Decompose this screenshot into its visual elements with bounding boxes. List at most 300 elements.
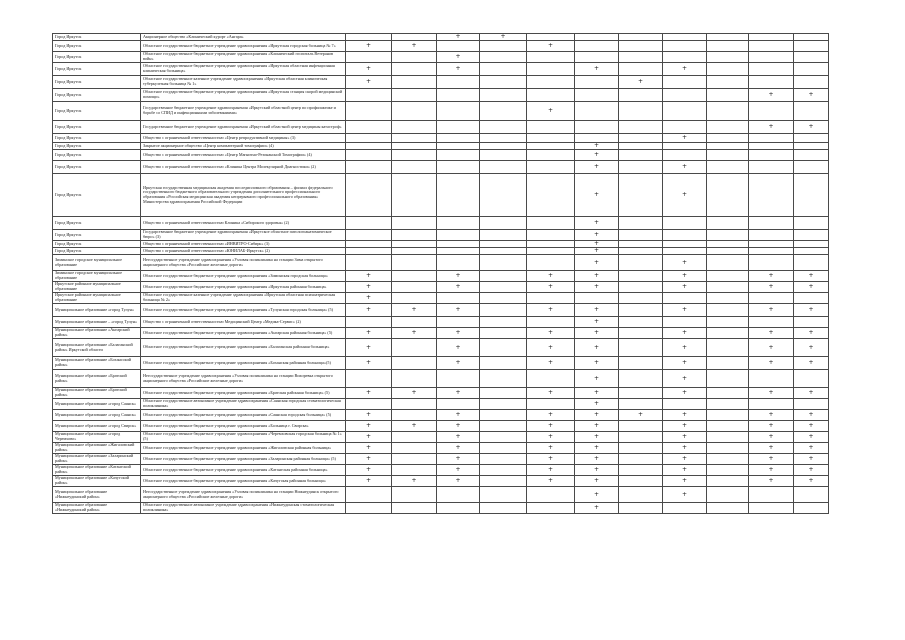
municipality-cell: Город Иркутск bbox=[53, 161, 141, 174]
empty-cell bbox=[575, 102, 619, 121]
plus-mark-cell: + bbox=[527, 41, 575, 52]
empty-cell bbox=[480, 503, 527, 514]
plus-mark-cell: + bbox=[392, 388, 437, 399]
organization-cell: Областное государственное бюджетное учреждение здравоохранения «Иркутская областная инфекционная клиническая больница» bbox=[141, 63, 346, 76]
plus-mark-cell: + bbox=[575, 465, 619, 476]
plus-mark-cell: + bbox=[575, 357, 619, 370]
empty-cell bbox=[707, 317, 749, 328]
plus-mark-cell: + bbox=[663, 410, 707, 421]
municipality-cell: Муниципальное образование «Братский район» bbox=[53, 388, 141, 399]
plus-mark-cell: + bbox=[527, 388, 575, 399]
plus-mark-cell: + bbox=[794, 89, 829, 102]
empty-cell bbox=[346, 52, 392, 63]
empty-cell bbox=[480, 41, 527, 52]
plus-mark-cell: + bbox=[663, 370, 707, 388]
municipality-cell: Муниципальное образование «город Саянск» bbox=[53, 399, 141, 410]
plus-mark-cell: + bbox=[749, 121, 794, 134]
empty-cell bbox=[794, 174, 829, 217]
plus-mark-cell: + bbox=[346, 454, 392, 465]
empty-cell bbox=[749, 34, 794, 41]
organization-cell: Государственное бюджетное учреждение здравоохранения «Иркутское областное патологоанатомическое бюро» (3) bbox=[141, 230, 346, 241]
plus-mark-cell: + bbox=[663, 465, 707, 476]
organization-cell: Государственное бюджетное учреждение здравоохранения «Иркутский областной центр медицины катастроф» bbox=[141, 121, 346, 134]
table-row bbox=[53, 503, 829, 514]
plus-mark-cell: + bbox=[794, 328, 829, 339]
empty-cell bbox=[707, 89, 749, 102]
empty-cell bbox=[575, 134, 619, 143]
plus-mark-cell: + bbox=[794, 476, 829, 487]
empty-cell bbox=[749, 52, 794, 63]
organization-cell: Областное государственное бюджетное учреждение здравоохранения «Иркутская городская больница № 7» bbox=[141, 41, 346, 52]
table-row bbox=[53, 102, 829, 121]
plus-mark-cell: + bbox=[794, 410, 829, 421]
municipality-cell: Город Иркутск bbox=[53, 248, 141, 255]
municipality-cell: Муниципальное образование – «город Тулун» bbox=[53, 317, 141, 328]
empty-cell bbox=[707, 150, 749, 161]
plus-mark-cell: + bbox=[663, 454, 707, 465]
empty-cell bbox=[480, 317, 527, 328]
plus-mark-cell: + bbox=[749, 410, 794, 421]
empty-cell bbox=[749, 161, 794, 174]
register-document bbox=[52, 33, 828, 514]
plus-mark-cell: + bbox=[794, 443, 829, 454]
plus-mark-cell: + bbox=[794, 339, 829, 357]
plus-mark-cell: + bbox=[527, 465, 575, 476]
empty-cell bbox=[707, 293, 749, 304]
empty-cell bbox=[707, 102, 749, 121]
plus-mark-cell: + bbox=[794, 304, 829, 317]
plus-mark-cell: + bbox=[663, 271, 707, 282]
plus-mark-cell: + bbox=[392, 476, 437, 487]
empty-cell bbox=[480, 421, 527, 432]
plus-mark-cell: + bbox=[663, 432, 707, 443]
empty-cell bbox=[707, 370, 749, 388]
empty-cell bbox=[707, 432, 749, 443]
empty-cell bbox=[707, 63, 749, 76]
empty-cell bbox=[794, 317, 829, 328]
municipality-cell: Муниципальное образование «город Черемхово» bbox=[53, 432, 141, 443]
empty-cell bbox=[346, 487, 392, 503]
plus-mark-cell: + bbox=[575, 217, 619, 230]
plus-mark-cell: + bbox=[346, 476, 392, 487]
empty-cell bbox=[749, 241, 794, 248]
empty-cell bbox=[794, 255, 829, 271]
table-row bbox=[53, 174, 829, 217]
empty-cell bbox=[480, 370, 527, 388]
empty-cell bbox=[480, 150, 527, 161]
plus-mark-cell: + bbox=[437, 410, 480, 421]
empty-cell bbox=[480, 241, 527, 248]
plus-mark-cell: + bbox=[437, 388, 480, 399]
empty-cell bbox=[707, 487, 749, 503]
empty-cell bbox=[794, 34, 829, 41]
plus-mark-cell: + bbox=[346, 388, 392, 399]
empty-cell bbox=[392, 410, 437, 421]
plus-mark-cell: + bbox=[527, 357, 575, 370]
empty-cell bbox=[707, 230, 749, 241]
empty-cell bbox=[527, 143, 575, 150]
empty-cell bbox=[346, 370, 392, 388]
empty-cell bbox=[663, 217, 707, 230]
municipality-cell: Муниципальное образование «Нижнеудинский район» bbox=[53, 487, 141, 503]
empty-cell bbox=[437, 317, 480, 328]
empty-cell bbox=[619, 134, 663, 143]
empty-cell bbox=[480, 454, 527, 465]
empty-cell bbox=[619, 217, 663, 230]
organization-cell: Областное государственное бюджетное учреждение здравоохранения «Качугская районная больница» bbox=[141, 476, 346, 487]
plus-mark-cell: + bbox=[663, 339, 707, 357]
organization-cell: Общество с ограниченной ответственностью «Центр репродуктивной медицины» (3) bbox=[141, 134, 346, 143]
empty-cell bbox=[527, 121, 575, 134]
table-row bbox=[53, 89, 829, 102]
empty-cell bbox=[527, 161, 575, 174]
empty-cell bbox=[480, 121, 527, 134]
municipality-cell: Муниципальное образование «Катангский район» bbox=[53, 465, 141, 476]
empty-cell bbox=[663, 241, 707, 248]
empty-cell bbox=[480, 357, 527, 370]
organization-cell: Областное государственное бюджетное учреждение здравоохранения «Клинический госпиталь Ветеранов войн» bbox=[141, 52, 346, 63]
organization-cell: Областное государственное бюджетное учреждение здравоохранения «Зиминская городская больница» bbox=[141, 271, 346, 282]
plus-mark-cell: + bbox=[575, 174, 619, 217]
empty-cell bbox=[749, 255, 794, 271]
empty-cell bbox=[527, 52, 575, 63]
empty-cell bbox=[437, 150, 480, 161]
plus-mark-cell: + bbox=[527, 421, 575, 432]
plus-mark-cell: + bbox=[749, 304, 794, 317]
empty-cell bbox=[437, 89, 480, 102]
table-row bbox=[53, 255, 829, 271]
plus-mark-cell: + bbox=[437, 465, 480, 476]
plus-mark-cell: + bbox=[346, 304, 392, 317]
empty-cell bbox=[480, 487, 527, 503]
empty-cell bbox=[527, 63, 575, 76]
empty-cell bbox=[794, 503, 829, 514]
empty-cell bbox=[794, 399, 829, 410]
empty-cell bbox=[749, 230, 794, 241]
table-row bbox=[53, 271, 829, 282]
empty-cell bbox=[619, 41, 663, 52]
empty-cell bbox=[527, 487, 575, 503]
table-row bbox=[53, 454, 829, 465]
empty-cell bbox=[392, 465, 437, 476]
empty-cell bbox=[437, 134, 480, 143]
empty-cell bbox=[346, 89, 392, 102]
municipality-cell: Город Иркутск bbox=[53, 230, 141, 241]
empty-cell bbox=[480, 432, 527, 443]
plus-mark-cell: + bbox=[527, 454, 575, 465]
empty-cell bbox=[707, 282, 749, 293]
plus-mark-cell: + bbox=[575, 230, 619, 241]
plus-mark-cell: + bbox=[663, 357, 707, 370]
organization-cell: Областное государственное бюджетное учреждение здравоохранения «Иркутская станция скорой медицинской помощи» bbox=[141, 89, 346, 102]
municipality-cell: Муниципальное образование «Нижнеудинский район» bbox=[53, 503, 141, 514]
municipality-cell: Город Иркутск bbox=[53, 143, 141, 150]
plus-mark-cell: + bbox=[392, 304, 437, 317]
plus-mark-cell: + bbox=[437, 432, 480, 443]
empty-cell bbox=[392, 454, 437, 465]
empty-cell bbox=[619, 255, 663, 271]
plus-mark-cell: + bbox=[346, 63, 392, 76]
empty-cell bbox=[392, 241, 437, 248]
empty-cell bbox=[437, 230, 480, 241]
table-row bbox=[53, 370, 829, 388]
empty-cell bbox=[527, 134, 575, 143]
table-row bbox=[53, 399, 829, 410]
plus-mark-cell: + bbox=[527, 102, 575, 121]
empty-cell bbox=[794, 52, 829, 63]
table-row bbox=[53, 217, 829, 230]
empty-cell bbox=[480, 76, 527, 89]
empty-cell bbox=[480, 143, 527, 150]
plus-mark-cell: + bbox=[794, 388, 829, 399]
plus-mark-cell: + bbox=[575, 388, 619, 399]
plus-mark-cell: + bbox=[437, 339, 480, 357]
empty-cell bbox=[707, 271, 749, 282]
plus-mark-cell: + bbox=[437, 52, 480, 63]
empty-cell bbox=[663, 248, 707, 255]
empty-cell bbox=[619, 174, 663, 217]
plus-mark-cell: + bbox=[480, 34, 527, 41]
plus-mark-cell: + bbox=[346, 432, 392, 443]
plus-mark-cell: + bbox=[794, 421, 829, 432]
empty-cell bbox=[663, 34, 707, 41]
empty-cell bbox=[480, 304, 527, 317]
empty-cell bbox=[392, 487, 437, 503]
plus-mark-cell: + bbox=[663, 476, 707, 487]
empty-cell bbox=[619, 52, 663, 63]
plus-mark-cell: + bbox=[749, 328, 794, 339]
plus-mark-cell: + bbox=[575, 339, 619, 357]
organization-cell: Областное государственное бюджетное учреждение здравоохранения «Ангарская районная больница» (5) bbox=[141, 328, 346, 339]
table-row bbox=[53, 161, 829, 174]
empty-cell bbox=[707, 476, 749, 487]
plus-mark-cell: + bbox=[663, 421, 707, 432]
empty-cell bbox=[346, 150, 392, 161]
empty-cell bbox=[707, 241, 749, 248]
table-row bbox=[53, 357, 829, 370]
plus-mark-cell: + bbox=[575, 317, 619, 328]
municipality-cell: Город Иркутск bbox=[53, 121, 141, 134]
plus-mark-cell: + bbox=[527, 410, 575, 421]
plus-mark-cell: + bbox=[749, 443, 794, 454]
municipality-cell: Муниципальное образование «Братский район» bbox=[53, 370, 141, 388]
empty-cell bbox=[392, 271, 437, 282]
municipality-cell: Город Иркутск bbox=[53, 217, 141, 230]
empty-cell bbox=[619, 465, 663, 476]
municipality-cell: Город Иркутск bbox=[53, 63, 141, 76]
empty-cell bbox=[619, 282, 663, 293]
organization-cell: Областное государственное бюджетное учреждение здравоохранения «Заларинская районная больница» (5) bbox=[141, 454, 346, 465]
table-row bbox=[53, 317, 829, 328]
plus-mark-cell: + bbox=[749, 465, 794, 476]
plus-mark-cell: + bbox=[575, 443, 619, 454]
empty-cell bbox=[619, 89, 663, 102]
plus-mark-cell: + bbox=[749, 89, 794, 102]
plus-mark-cell: + bbox=[749, 432, 794, 443]
plus-mark-cell: + bbox=[392, 41, 437, 52]
empty-cell bbox=[749, 102, 794, 121]
organization-cell: Иркутская государственная медицинская академия последипломного образования – филиал федерального государственного бюджетного образовательного учреждения дополнительного профессионального образования «Российская медицинская академия непрерывного профессионального образования» Министерства здравоохранения Российской Федерации bbox=[141, 174, 346, 217]
empty-cell bbox=[480, 293, 527, 304]
empty-cell bbox=[346, 399, 392, 410]
empty-cell bbox=[437, 255, 480, 271]
empty-cell bbox=[437, 217, 480, 230]
empty-cell bbox=[480, 230, 527, 241]
empty-cell bbox=[663, 76, 707, 89]
plus-mark-cell: + bbox=[437, 443, 480, 454]
empty-cell bbox=[663, 293, 707, 304]
plus-mark-cell: + bbox=[749, 282, 794, 293]
empty-cell bbox=[392, 317, 437, 328]
plus-mark-cell: + bbox=[575, 421, 619, 432]
plus-mark-cell: + bbox=[663, 255, 707, 271]
organization-cell: Областное государственное бюджетное учреждение здравоохранения «Саянская городская больница» (5) bbox=[141, 410, 346, 421]
table-row bbox=[53, 304, 829, 317]
plus-mark-cell: + bbox=[575, 304, 619, 317]
empty-cell bbox=[619, 357, 663, 370]
empty-cell bbox=[749, 41, 794, 52]
municipality-cell: Город Иркутск bbox=[53, 76, 141, 89]
municipality-cell: Город Иркутск bbox=[53, 134, 141, 143]
empty-cell bbox=[619, 339, 663, 357]
organization-cell: Государственное бюджетное учреждение здравоохранения «Иркутский областной центр по профилактике и борьбе со СПИД и инфекционными заболеваниями» bbox=[141, 102, 346, 121]
empty-cell bbox=[480, 248, 527, 255]
empty-cell bbox=[527, 34, 575, 41]
plus-mark-cell: + bbox=[527, 304, 575, 317]
plus-mark-cell: + bbox=[663, 134, 707, 143]
empty-cell bbox=[794, 143, 829, 150]
empty-cell bbox=[619, 304, 663, 317]
organization-cell: Областное государственное бюджетное учреждение здравоохранения «Братская районная больница» (5) bbox=[141, 388, 346, 399]
empty-cell bbox=[346, 217, 392, 230]
plus-mark-cell: + bbox=[663, 487, 707, 503]
table-row bbox=[53, 293, 829, 304]
municipality-cell: Город Иркутск bbox=[53, 150, 141, 161]
empty-cell bbox=[749, 370, 794, 388]
empty-cell bbox=[346, 121, 392, 134]
empty-cell bbox=[575, 293, 619, 304]
empty-cell bbox=[707, 503, 749, 514]
table-row bbox=[53, 52, 829, 63]
empty-cell bbox=[480, 63, 527, 76]
plus-mark-cell: + bbox=[575, 399, 619, 410]
plus-mark-cell: + bbox=[527, 432, 575, 443]
table-row bbox=[53, 134, 829, 143]
empty-cell bbox=[707, 454, 749, 465]
plus-mark-cell: + bbox=[346, 443, 392, 454]
empty-cell bbox=[707, 339, 749, 357]
plus-mark-cell: + bbox=[794, 282, 829, 293]
empty-cell bbox=[619, 102, 663, 121]
organization-cell: Общество с ограниченной ответственностью «ЮНИЛАБ-Иркутск» (2) bbox=[141, 248, 346, 255]
empty-cell bbox=[392, 503, 437, 514]
empty-cell bbox=[707, 143, 749, 150]
empty-cell bbox=[619, 121, 663, 134]
empty-cell bbox=[575, 121, 619, 134]
empty-cell bbox=[619, 388, 663, 399]
empty-cell bbox=[707, 34, 749, 41]
organization-cell: Областное государственное бюджетное учреждение здравоохранения «Черемховская городская больница № 1» (5) bbox=[141, 432, 346, 443]
organization-cell: Негосударственное учреждение здравоохранения «Узловая поликлиника на станции Нижнеудинск открытого акционерного общества «Российские железные дороги» bbox=[141, 487, 346, 503]
empty-cell bbox=[619, 150, 663, 161]
empty-cell bbox=[437, 241, 480, 248]
municipality-cell: Муниципальное образование «Заларинский район» bbox=[53, 454, 141, 465]
plus-mark-cell: + bbox=[575, 370, 619, 388]
empty-cell bbox=[527, 317, 575, 328]
table-row bbox=[53, 432, 829, 443]
empty-cell bbox=[392, 161, 437, 174]
empty-cell bbox=[437, 503, 480, 514]
empty-cell bbox=[392, 52, 437, 63]
plus-mark-cell: + bbox=[575, 271, 619, 282]
empty-cell bbox=[527, 241, 575, 248]
empty-cell bbox=[749, 503, 794, 514]
organization-cell: Негосударственное учреждение здравоохранения «Узловая поликлиника на станции Зима открытого акционерного общества «Российские железные дороги» bbox=[141, 255, 346, 271]
empty-cell bbox=[480, 399, 527, 410]
organization-cell: Областное государственное бюджетное учреждение здравоохранения «Балаганская районная больница» bbox=[141, 339, 346, 357]
empty-cell bbox=[663, 89, 707, 102]
empty-cell bbox=[707, 410, 749, 421]
empty-cell bbox=[392, 248, 437, 255]
plus-mark-cell: + bbox=[575, 248, 619, 255]
plus-mark-cell: + bbox=[794, 465, 829, 476]
plus-mark-cell: + bbox=[575, 454, 619, 465]
empty-cell bbox=[575, 89, 619, 102]
organization-cell: Областное государственное автономное учреждение здравоохранения «Саянская городская стоматологическая поликлиника» bbox=[141, 399, 346, 410]
empty-cell bbox=[480, 255, 527, 271]
empty-cell bbox=[437, 143, 480, 150]
empty-cell bbox=[392, 63, 437, 76]
plus-mark-cell: + bbox=[575, 161, 619, 174]
organization-cell: Негосударственное учреждение здравоохранения «Узловая поликлиника на станции Вихоревка открытого акционерного общества «Российские железные дороги» bbox=[141, 370, 346, 388]
empty-cell bbox=[619, 421, 663, 432]
plus-mark-cell: + bbox=[527, 328, 575, 339]
plus-mark-cell: + bbox=[437, 328, 480, 339]
table-row bbox=[53, 465, 829, 476]
plus-mark-cell: + bbox=[575, 143, 619, 150]
empty-cell bbox=[707, 304, 749, 317]
empty-cell bbox=[794, 161, 829, 174]
empty-cell bbox=[749, 217, 794, 230]
empty-cell bbox=[480, 161, 527, 174]
empty-cell bbox=[527, 217, 575, 230]
table-row bbox=[53, 248, 829, 255]
plus-mark-cell: + bbox=[619, 410, 663, 421]
empty-cell bbox=[480, 134, 527, 143]
municipality-cell: Муниципальное образование «город Свирск» bbox=[53, 421, 141, 432]
municipality-cell: Город Иркутск bbox=[53, 52, 141, 63]
empty-cell bbox=[794, 487, 829, 503]
plus-mark-cell: + bbox=[346, 465, 392, 476]
plus-mark-cell: + bbox=[794, 357, 829, 370]
empty-cell bbox=[619, 63, 663, 76]
organization-cell: Закрытое акционерное общество «Центр компьютерной томографии» (4) bbox=[141, 143, 346, 150]
plus-mark-cell: + bbox=[575, 432, 619, 443]
empty-cell bbox=[392, 76, 437, 89]
empty-cell bbox=[707, 41, 749, 52]
organization-cell: Акционерное общество «Клинический курорт «Ангара» bbox=[141, 34, 346, 41]
empty-cell bbox=[707, 121, 749, 134]
table-row bbox=[53, 443, 829, 454]
empty-cell bbox=[392, 432, 437, 443]
empty-cell bbox=[707, 255, 749, 271]
plus-mark-cell: + bbox=[749, 339, 794, 357]
empty-cell bbox=[480, 328, 527, 339]
empty-cell bbox=[346, 248, 392, 255]
empty-cell bbox=[794, 241, 829, 248]
empty-cell bbox=[749, 248, 794, 255]
empty-cell bbox=[575, 34, 619, 41]
